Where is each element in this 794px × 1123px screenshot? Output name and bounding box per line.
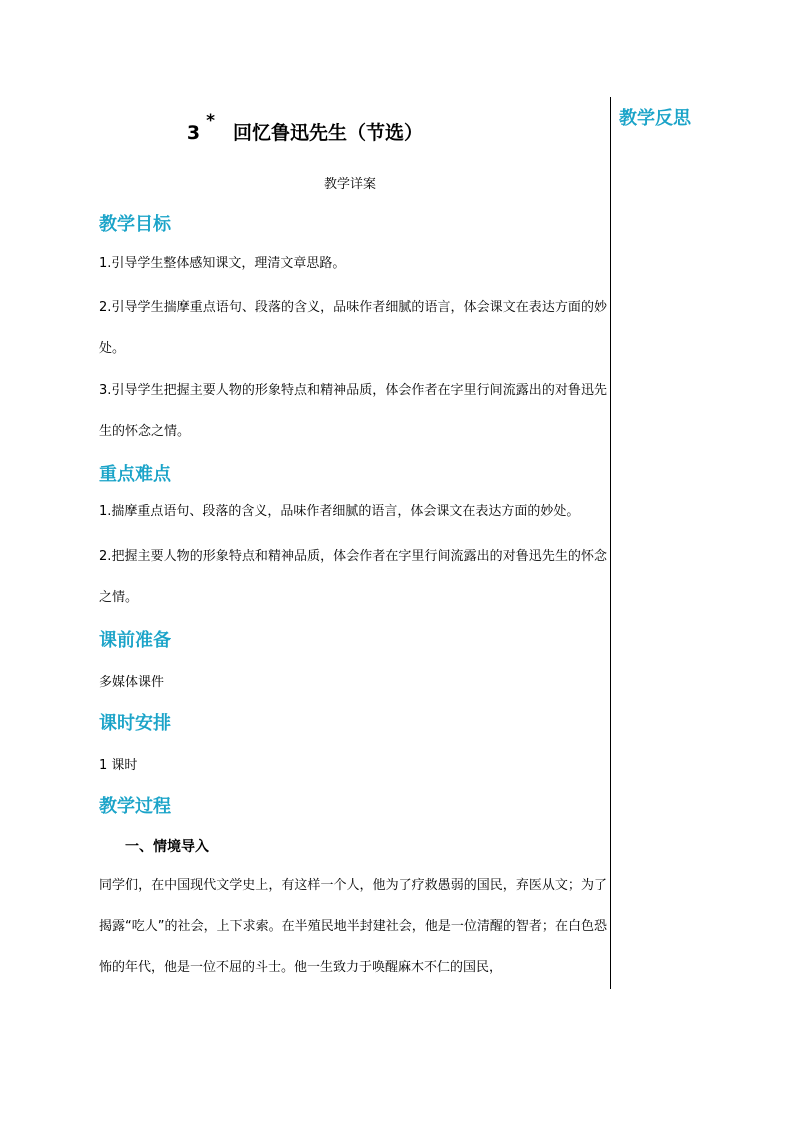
goal-item-1: 1.引导学生整体感知课文，理清文章思路。 [99, 256, 346, 271]
column-divider [610, 97, 611, 989]
goal-item-2: 2.引导学生揣摩重点语句、段落的含义，品味作者细腻的语言，体会课文在表达方面的妙处。 [99, 300, 607, 356]
lesson-star-mark: * [206, 111, 216, 131]
lesson-subtitle: 教学详案 [323, 177, 376, 192]
lesson-title [0, 111, 610, 145]
section-heading-process: 教学过程 [99, 796, 171, 817]
section-heading-key-points: 重点难点 [99, 464, 171, 485]
goal-item-3: 3.引导学生把握主要人物的形象特点和精神品质，体会作者在字里行间流露出的对鲁迅先生的怀念之情。 [99, 383, 607, 439]
lesson-title-text: 回忆鲁迅先生（节选） [233, 122, 424, 144]
section-heading-preparation: 课前准备 [99, 630, 171, 651]
preparation-text: 多媒体课件 [99, 675, 165, 690]
lesson-number: 3 [186, 122, 201, 144]
schedule-text: 1 课时 [99, 758, 138, 773]
teaching-reflection-heading: 教学反思 [619, 108, 691, 129]
key-point-item-1: 1.揣摩重点语句、段落的含义，品味作者细腻的语言，体会课文在表达方面的妙处。 [99, 504, 580, 519]
key-point-item-2: 2.把握主要人物的形象特点和精神品质，体会作者在字里行间流露出的对鲁迅先生的怀念之情。 [99, 549, 607, 605]
section-heading-goals: 教学目标 [99, 214, 171, 235]
process-step1-heading: 一、情境导入 [125, 839, 209, 855]
section-heading-schedule: 课时安排 [99, 713, 171, 734]
process-step1-text: 同学们，在中国现代文学史上，有这样一个人，他为了疗救愚弱的国民，弃医从文；为了揭露“吃人”的社会，上下求索。在半殖民地半封建社会，他是一位清醒的智者；在白色恐怖的年代，他是一位不屈的斗士。他一生致力于唤醒麻木不仁的国民， [99, 878, 607, 975]
